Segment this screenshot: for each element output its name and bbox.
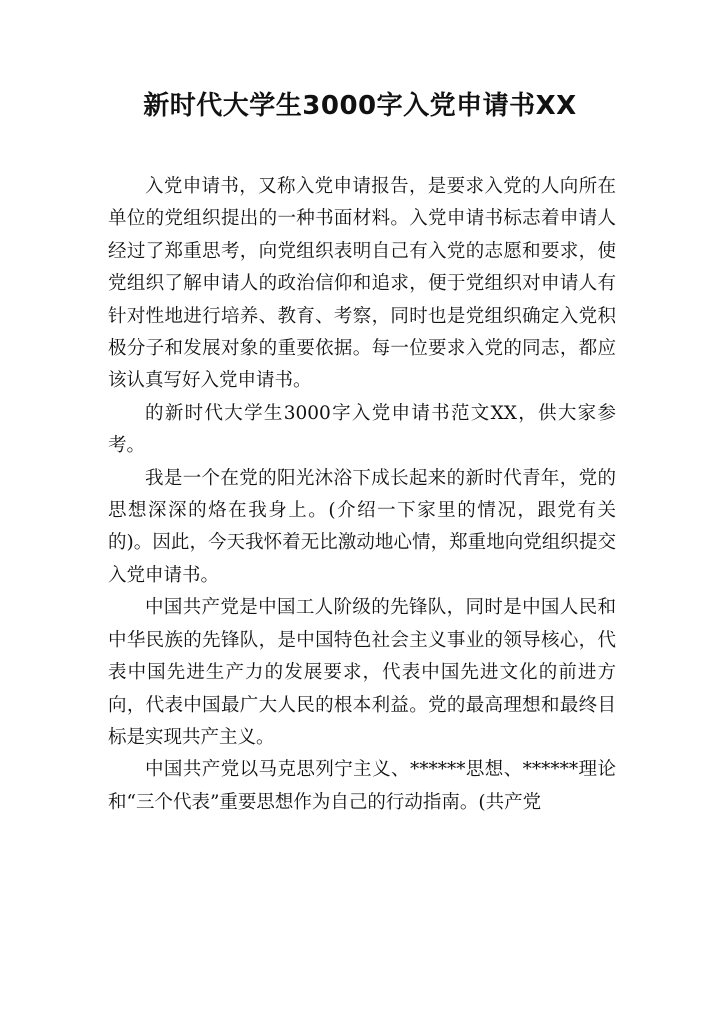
paragraph-intro: 入党申请书，又称入党申请报告，是要求入党的人向所在单位的党组织提出的一种书面材料。入党申请书标志着申请人经过了郑重思考，向党组织表明自己有入党的志愿和要求，使党组织了解申请人的政治信仰和追求，便于党组织对申请人有针对性地进行培养、教育、考察，同时也是党组织确定入党积极分子和发展对象的重要依据。每一位要求入党的同志，都应该认真写好入党申请书。 (108, 176, 616, 392)
paragraph-guiding-ideology: 中国共产党以马克思列宁主义、******思想、******理论和“三个代表”重要思想作为自己的行动指南。(共产党 (108, 759, 616, 813)
paragraph-reference: 的新时代大学生3000字入党申请书范文XX，供大家参考。 (108, 402, 616, 457)
paragraph-party-nature: 中国共产党是中国工人阶级的先锋队，同时是中国人民和中华民族的先锋队，是中国特色社会主义事业的领导核心，代表中国先进生产力的发展要求，代表中国先进文化的前进方向，代表中国最广大人民的根本利益。党的最高理想和最终目标是实现共产主义。 (108, 597, 616, 748)
paragraph-personal: 我是一个在党的阳光沐浴下成长起来的新时代青年，党的思想深深的烙在我身上。(介绍一下家里的情况，跟党有关的)。因此，今天我怀着无比激动地心情，郑重地向党组织提交入党申请书。 (108, 467, 616, 586)
document-body (108, 171, 616, 819)
document-title: 新时代大学生3000字入党申请书XX (143, 91, 577, 121)
